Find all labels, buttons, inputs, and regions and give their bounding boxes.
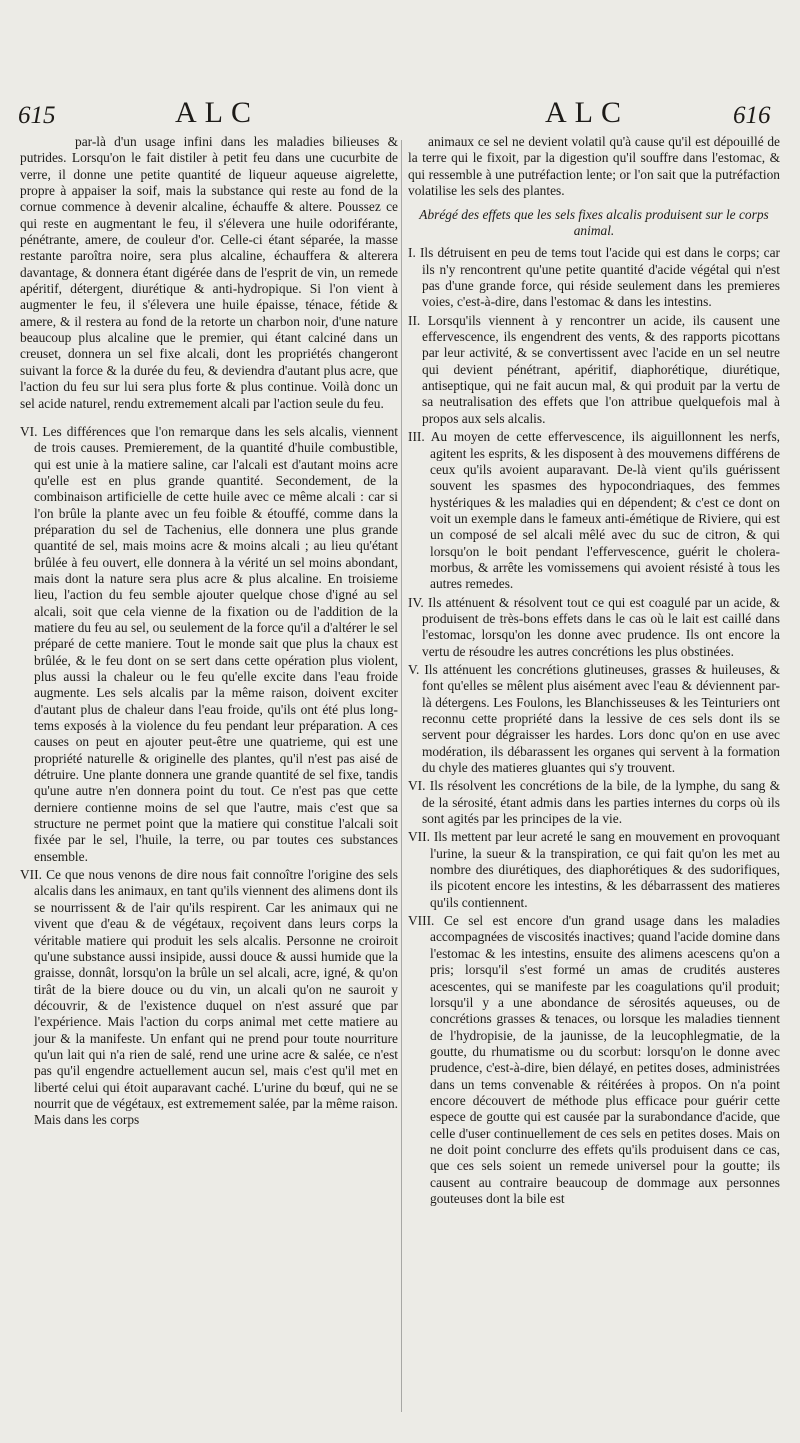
- left-page-number: 615: [18, 102, 56, 129]
- paragraph-vii: [20, 867, 398, 1129]
- list-item: [408, 829, 780, 911]
- paragraph-vi-text: Les différences que l'on remarque dans les sels alcalis, viennent de trois causes. Premierement, de la quantité d'huile combustible, qui est unie à la matiere saline, car l'alcali est d'autant moins acre qu'elle est en plus grande quantité. Secondement, de la combinaison artificielle de cette huile avec ce même alcali : car si l'on brûle la plante avec un feu foible & étouffé, comme dans la préparation du sel de Tachenius, elle donnera une plus grande quantité de sel, mais moins acre & moins alcali ; au lieu qu'étant brûlée à feu ouvert, elle donnera à la vérité un sel moins abondant, mais dont la nature sera plus acre & plus alcaline. En troisieme lieu, l'action du feu semble ajouter quelque chose d'igné au sel alcali, soit que cela vienne de la fixation ou de l'addition de la matiere du feu au sel, ou seulement de la force qu'il a d'altérer le sel préparé de cette maniere. Tout le monde sait que plus la chaux est brûlée, & le feu dont on se sert dans cette opération plus violent, plus aussi la chaleur ou le feu qu'elle excite dans l'eau froide augmente. Les sels alcalis par la même raison, doivent exciter d'autant plus de chaleur dans l'eau froide, qu'ils ont été plus long-tems exposés à la violence du feu pendant leur préparation. A ces causes on peut en ajouter peut-être une quatrieme, qui est une propriété naturelle & originelle des plantes, qu'il n'est pas aisé de détruire. Une plante donnera une grande quantité de sel fixe, tandis qu'une autre n'en donnera point du tout. Ce n'est pas que cette derniere contienne moins de sel que l'autre, mais c'est que sa structure ne permet point que la matiere qui constitue l'alcali soit fixée par le sel, l'huile, la terre, ou par toutes ces substances ensemble.: [34, 423, 398, 864]
- left-continuation-text: par-là d'un usage infini dans les maladies bilieuses & putrides. Lorsqu'on le fait distiler à petit feu dans une cucurbite de verre, il donne une petite quantité de liqueur aqueuse aigrelette, propre à appaiser la soif, mais la substance qui reste au fond de la cornue commence à devenir alcaline, échauffe & altere. Poussez ce qui reste en augmentant le feu, il s'élevera une huile odoriférante, pénétrante, amere, de couleur d'or. Celle-ci étant séparée, la masse restante paroîtra noire, sera plus alcaline, échauffera & alterera davantage, & donnera étant digérée dans de l'esprit de vin, un remede apéritif, détergent, diurétique & anti-hydropique. Si l'on vient à augmenter le feu, il s'élevera une huile épaisse, ténace, fétide & amere, & il restera au fond de la retorte un charbon noir, d'une nature beaucoup plus alcaline que le premier, qui étant calciné dans un creuset, donnera un sel fixe alcali, dont les propriétés changeront suivant la force & la durée du feu, & deviendra d'autant plus acre, que l'action du feu sur lui sera plus forte & plus continue. Voilà donc un sel acide naturel, rendu extremement alcali par l'action seule du feu.: [20, 134, 398, 411]
- list-item-text: Ils atténuent les concrétions glutineuses, grasses & huileuses, & font qu'elles se mêlent plus aisément avec l'eau & déviennent par-là détergens. Les Foulons, les Blanchisseuses & les Teinturiers ont reconnu cette propriété dans la lessive de ces sels dont ils se servent pour dégraisser les hardes. Lors donc qu'on en use avec modération, ils débarassent les organes qui servent à la formation du chyle des matieres gluantes qui s'y trouvent.: [422, 661, 780, 776]
- list-item-text: Ils résolvent les concrétions de la bile, de la lymphe, du sang & de la sérosité, étant admis dans les parties internes du corps où ils sont agités par les principes de la vie.: [422, 778, 780, 827]
- list-item-number: VII.: [408, 829, 430, 845]
- left-column: [20, 134, 398, 1129]
- list-item-number: VI.: [408, 778, 426, 794]
- list-item-text: Ils atténuent & résolvent tout ce qui est coagulé par un acide, & produisent de très-bons effets dans le cas où le lait est caillé dans l'estomac, lorsqu'on les donne avec prudence. Ils ont encore la vertu de résoudre les autres concrétions les plus obstinées.: [422, 594, 780, 659]
- list-item-text: Ils mettent par leur acreté le sang en mouvement en provoquant l'urine, la sueur & la transpiration, ce qui fait qu'on les met au nombre des diurétiques, des diaphorétiques & des sudorifiques, ils picotent encore les intestins, & les débarrassent des matieres qu'ils contiennent.: [430, 829, 780, 910]
- list-item: [408, 429, 780, 592]
- paragraph-vii-text: Ce que nous venons de dire nous fait connoître l'origine des sels alcalis dans les animaux, en tant qu'ils viennent des alimens dont ils se nourrissent & de l'air qu'ils respirent. Car les animaux qui ne vivent que d'eau & de végétaux, reçoivent dans leurs corps la véritable matiere qui produit les sels alcalis. Personne ne croiroit qu'une substance aussi insipide, aussi douce & aussi humide que la graisse, donnât, lorsqu'on la brûle un sel alcali, acre, igné, & qu'on tirât de la biere douce ou du vin, un alcali qu'on ne sauroit y découvrir, & de l'existence duquel on n'est assuré que par l'expérience. Mais l'action du corps animal met cette matiere au jour & la manifeste. Un enfant qui ne prend pour toute nourriture qu'un lait qui n'a rien de salé, rend une urine acre & salée, ce n'est pas qu'il engendre actuellement aucun sel, mais c'est qu'il met en liberté celui qui étoit auparavant caché. L'urine du bœuf, qui ne se nourrit que de végétaux, est extremement salée, par la même raison. Mais dans les corps: [34, 867, 399, 1128]
- list-item-text: Ils détruisent en peu de tems tout l'acide qui est dans le corps; car ils n'y rencontrent qu'une petite quantité d'acide végétal qui n'est pas d'une grande force, qui réside seulement dans les premieres voies, c'est-à-dire, dans l'estomac & dans les intestins.: [419, 245, 780, 310]
- paragraph-vi: [20, 424, 398, 865]
- column-divider: [401, 140, 402, 1412]
- list-item-number: VIII.: [408, 913, 435, 929]
- right-continuation-text: animaux ce sel ne devient volatil qu'à cause qu'il est dépouillé de la terre qui le fixoit, par la digestion qu'il souffre dans l'estomac, & qui ressemble à une putréfaction lente; or l'on sait que la putréfaction volatilise les sels des plantes.: [408, 134, 780, 199]
- list-item: [408, 662, 780, 776]
- list-item-number: V.: [408, 661, 420, 677]
- list-item-text: Ce sel est encore d'un grand usage dans les maladies accompagnées de viscosités inactives; quand l'acide domine dans l'estomac & les intestins, ensuite des alimens acescens qu'on a pris; lorsqu'il s'est formé un amas de crudités austeres acescentes, qui se manifeste par les coagulations qu'il produit; lorsqu'il y a une abondance de sérosités aqueuses, ou de concrétions grasses & tenaces, ou lorsque les maladies tiennent de l'hydropisie, de la jaunisse, de la leucophlegmatie, de la goutte, du rhumatisme ou du scorbut: lorsqu'on le donne avec prudence, c'est-à-dire, bien délayé, en petites doses, administrées dans un tems convenable & réitérées à propos. On n'a point encore découvert de méthode plus efficace pour guérir cette espece de goutte qui est causée par la surabondance d'acide, que celle d'user continuellement de ces sels en petites doses. Mais on ne doit point conclurre des effets qu'ils produisent dans ce cas, que ces sels soient un remede universel pour la goutte; ils causent au contraire beaucoup de dommage aux personnes gouteuses dont la bile est: [430, 913, 780, 1206]
- right-headword: ALC: [545, 96, 629, 129]
- numbered-list: [408, 245, 780, 1207]
- list-item: [408, 313, 780, 427]
- section-heading: Abrégé des effets que les sels fixes alcalis produisent sur le corps animal.: [419, 207, 769, 239]
- list-item-text: Au moyen de cette effervescence, ils aiguillonnent les nerfs, agitent les esprits, & les disposent à des mouvemens différens de ceux qu'ils avoient auparavant. De-là vient qu'ils guérissent souvent les spasmes des hypocondriaques, des femmes hystériques & les maladies qui en dépendent; & c'est ce dont on voit un exemple dans le fameux anti-émétique de Riviere, qui est un composé de sel alcali mêlé avec du suc de citron, & qui lorsqu'on le boit pendant l'effervescence, guérit le cholera-morbus, & arrête les vomissemens qui avoient résisté à tous les autres remedes.: [430, 429, 781, 592]
- list-item: [408, 245, 780, 310]
- right-column: [408, 134, 780, 1207]
- list-item-number: II.: [408, 312, 421, 328]
- paragraph-vii-label: VII.: [20, 867, 42, 883]
- list-item-number: I.: [408, 245, 416, 261]
- list-item-text: Lorsqu'ils viennent à y rencontrer un acide, ils causent une effervescence, ils engendrent des vents, & des rapports picottans par leur activité, & se convertissent avec l'acide en un sel neutre qui devient pénétrant, apéritif, diaphorétique, diurétique, antiseptique, qui ne fait aucun mal, & qui produit par la vertu de sa neutralisation des effets que l'on attribue quelquefois mal à propos aux sels alcalis.: [422, 312, 780, 426]
- list-item-number: III.: [408, 429, 425, 445]
- list-item: [408, 595, 780, 660]
- list-item-number: IV.: [408, 594, 424, 610]
- paragraph-vi-label: VI.: [20, 423, 38, 439]
- left-headword: ALC: [175, 96, 259, 129]
- list-item: [408, 913, 780, 1207]
- list-item: [408, 778, 780, 827]
- right-page-number: 616: [733, 102, 771, 129]
